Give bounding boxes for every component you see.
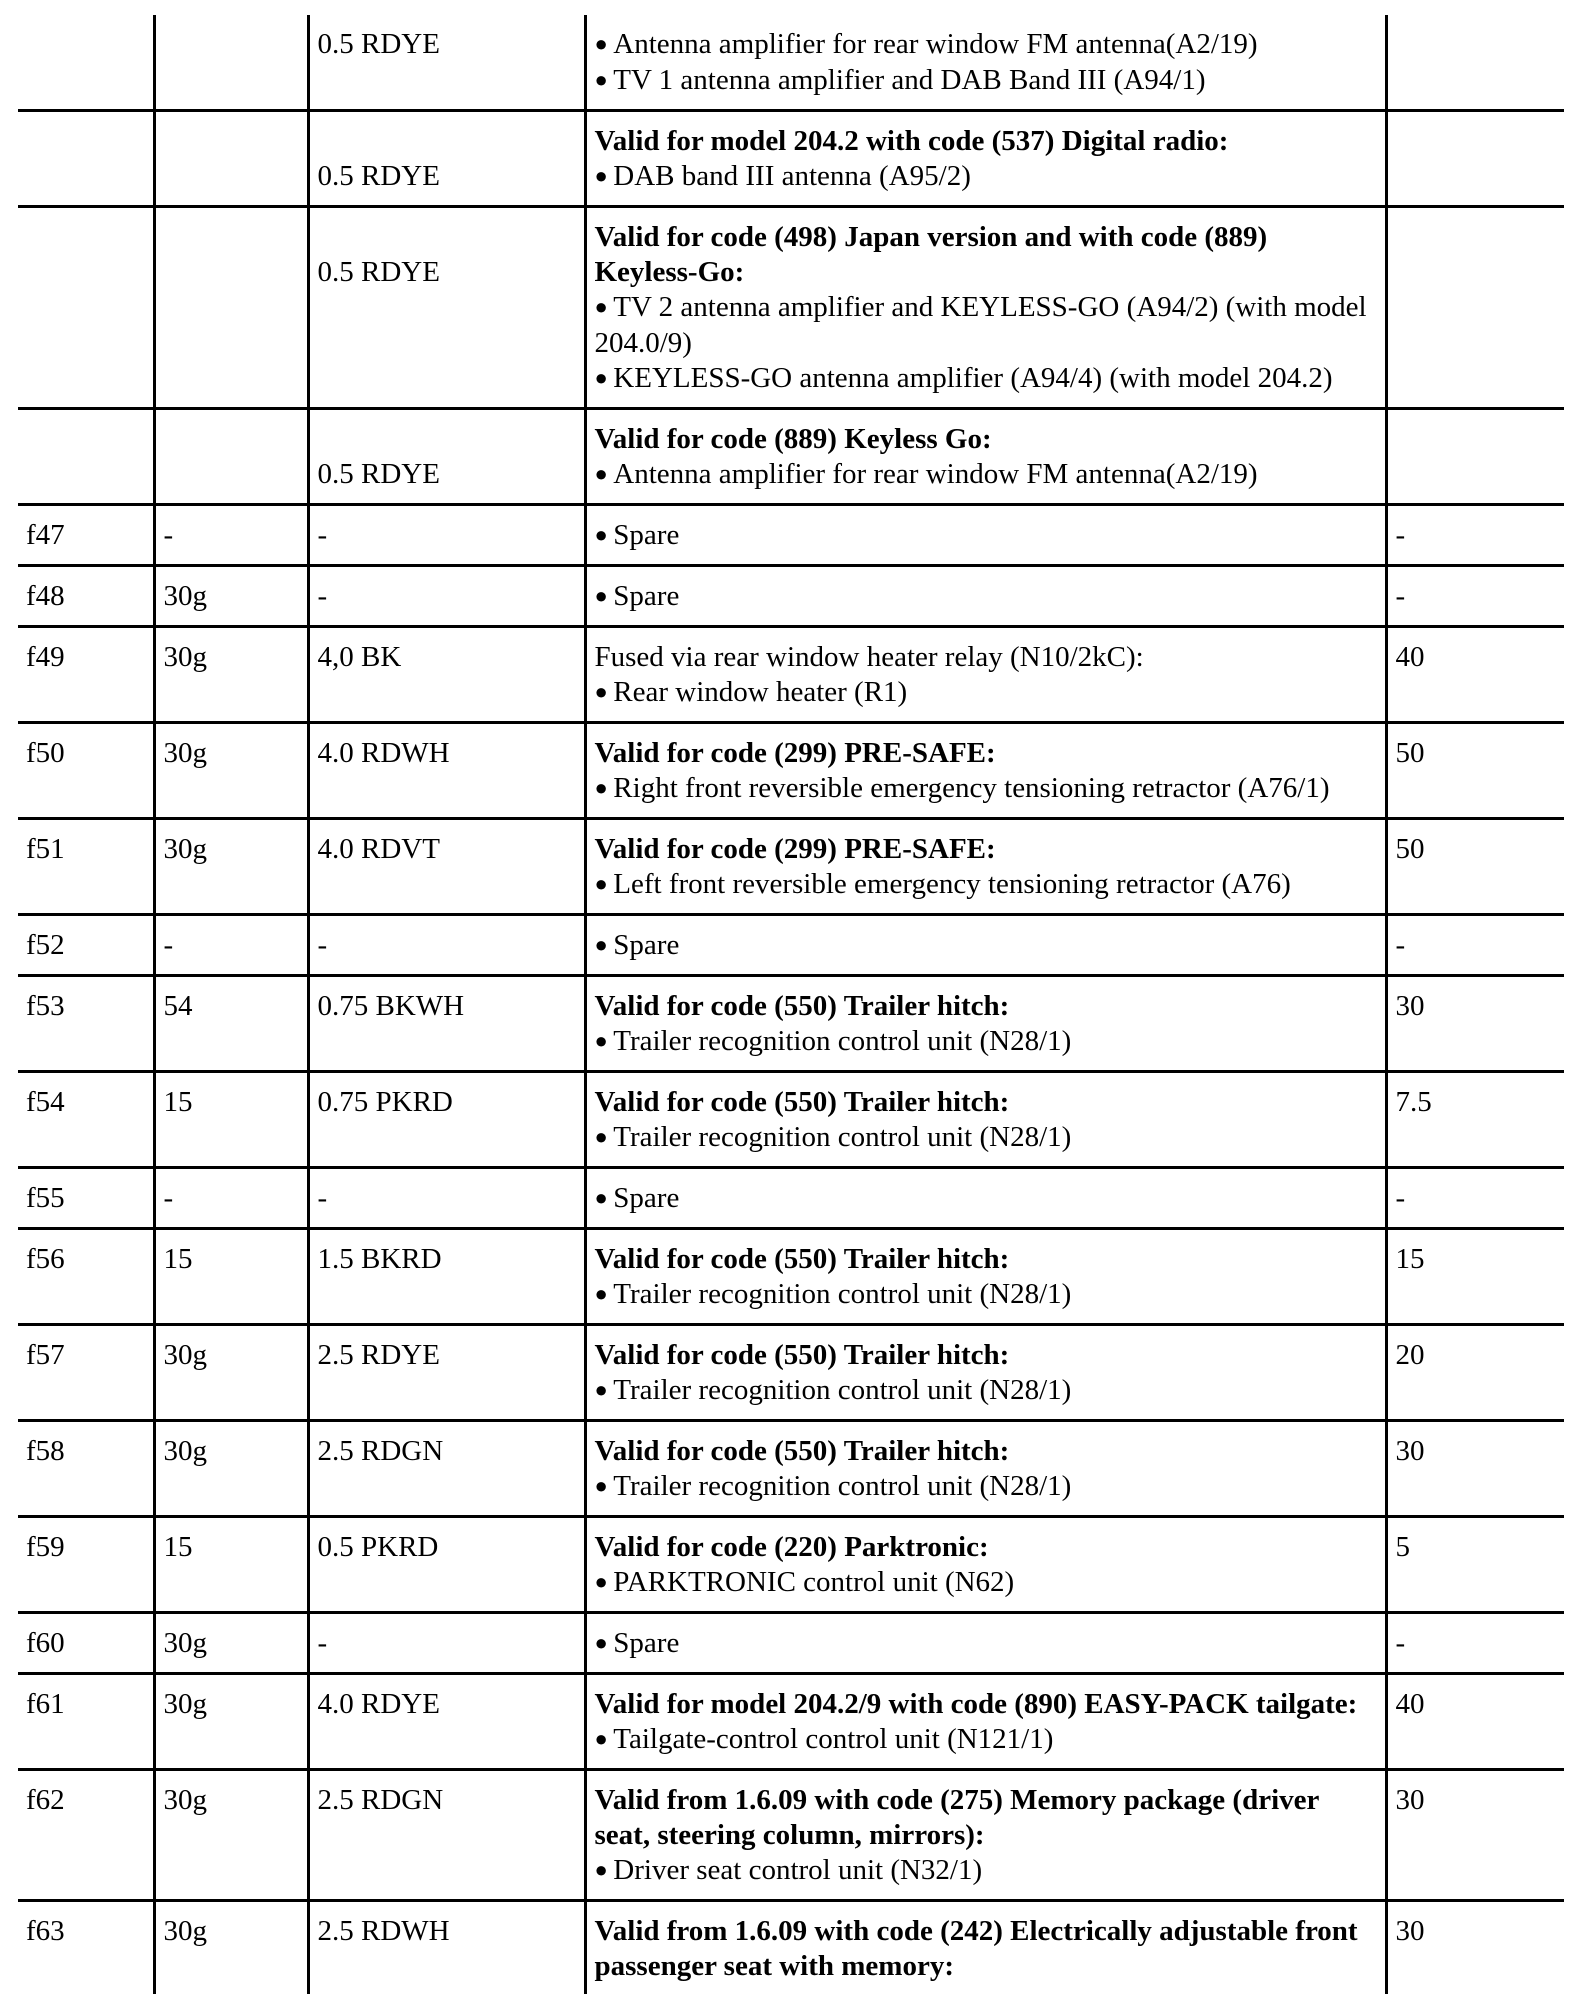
fuse-number-cell [18, 15, 154, 111]
amperage-cell [1386, 1072, 1564, 1168]
table-row [18, 1229, 1564, 1325]
terminal-cell-value: 30g [163, 1435, 207, 1467]
wire-value: 1.5 BKRD [317, 1243, 442, 1275]
wire-cell [308, 1168, 585, 1229]
terminal-cell [154, 1325, 308, 1421]
amperage-cell [1386, 111, 1564, 207]
wire-cell [308, 1613, 585, 1674]
fuse-number-cell [18, 1421, 154, 1517]
validity-heading: Valid for code (889) Keyless Go: [594, 423, 992, 455]
consumer-item: ● Right front reversible emergency tensioning retractor (A76/1) [595, 771, 1377, 807]
function-cell [585, 566, 1386, 627]
table-row [18, 819, 1564, 915]
consumer-item: ● DAB band III antenna (A95/2) [595, 159, 1377, 195]
function-cell [585, 1325, 1386, 1421]
terminal-cell-value: 30g [163, 580, 207, 612]
amperage-cell-value: - [1395, 1182, 1406, 1214]
amperage-cell-value: 40 [1395, 641, 1425, 673]
table-row [18, 915, 1564, 976]
terminal-cell-value: - [163, 1182, 174, 1214]
validity-heading: Valid for code (550) Trailer hitch: [594, 1435, 1010, 1467]
consumer-item: ● Trailer recognition control unit (N28/1) [595, 1469, 1377, 1505]
amperage-cell [1386, 1770, 1564, 1901]
consumer-item: ● TV 2 antenna amplifier and KEYLESS-GO (A94/2) (with model 204.0/9) [595, 290, 1377, 361]
fuse-number-cell [18, 111, 154, 207]
consumer-item: ● Trailer recognition control unit (N28/1) [595, 1120, 1377, 1156]
wire-value: 4.0 RDYE [317, 1688, 440, 1720]
fuse-number-cell-value: f52 [26, 929, 65, 961]
amperage-cell [1386, 1674, 1564, 1770]
wire-cell [308, 915, 585, 976]
amperage-cell-value: - [1395, 1627, 1406, 1659]
table-row [18, 207, 1564, 409]
consumer-item: ● Trailer recognition control unit (N28/1) [595, 1024, 1377, 1060]
terminal-cell [154, 1613, 308, 1674]
wire-cell [308, 976, 585, 1072]
wire-value: 0.5 RDYE [317, 28, 440, 60]
wire-spacer [318, 422, 576, 457]
table-row [18, 976, 1564, 1072]
function-cell [585, 409, 1386, 505]
fuse-number-cell-value: f61 [26, 1688, 65, 1720]
wire-cell [308, 1072, 585, 1168]
fuse-number-cell [18, 1674, 154, 1770]
wire-value: 0.75 BKWH [317, 990, 465, 1022]
amperage-cell-value: 30 [1395, 1915, 1425, 1947]
terminal-cell [154, 1517, 308, 1613]
terminal-cell-value: 15 [163, 1086, 193, 1118]
table-row [18, 1168, 1564, 1229]
consumer-item: ● PARKTRONIC control unit (N62) [595, 1565, 1377, 1601]
validity-heading: Valid for code (220) Parktronic: [594, 1531, 989, 1563]
terminal-cell-value: 15 [163, 1531, 193, 1563]
amperage-cell-value: 30 [1395, 990, 1425, 1022]
consumer-item: ● KEYLESS-GO antenna amplifier (A94/4) (with model 204.2) [595, 361, 1377, 397]
table-row [18, 723, 1564, 819]
validity-heading: Valid for code (550) Trailer hitch: [594, 1243, 1010, 1275]
table-row [18, 566, 1564, 627]
wire-value: 4,0 BK [317, 641, 402, 673]
fuse-number-cell-value: f62 [26, 1784, 65, 1816]
fuse-number-cell [18, 1517, 154, 1613]
amperage-cell [1386, 723, 1564, 819]
function-cell [585, 1421, 1386, 1517]
terminal-cell-value: 30g [163, 1784, 207, 1816]
fuse-number-cell-value: f49 [26, 641, 65, 673]
fuse-number-cell-value: f54 [26, 1086, 65, 1118]
amperage-cell-value: 5 [1395, 1531, 1410, 1563]
wire-value: 2.5 RDGN [317, 1435, 444, 1467]
amperage-cell-value: 20 [1395, 1339, 1425, 1371]
table-row [18, 1770, 1564, 1901]
consumer-item: ● Trailer recognition control unit (N28/1) [595, 1277, 1377, 1313]
validity-heading: Valid for code (550) Trailer hitch: [594, 990, 1010, 1022]
terminal-cell-value: - [163, 929, 174, 961]
amperage-cell [1386, 207, 1564, 409]
fuse-number-cell-value: f63 [26, 1915, 65, 1947]
consumer-item: ● Spare [595, 928, 1377, 964]
fuse-number-cell-value: f48 [26, 580, 65, 612]
wire-cell [308, 1674, 585, 1770]
terminal-cell-value: 30g [163, 1915, 207, 1947]
function-cell [585, 111, 1386, 207]
fuse-number-cell-value: f59 [26, 1531, 65, 1563]
fuse-number-cell-value: f53 [26, 990, 65, 1022]
wire-cell [308, 207, 585, 409]
amperage-cell [1386, 566, 1564, 627]
table-row [18, 1517, 1564, 1613]
terminal-cell-value: 54 [163, 990, 193, 1022]
validity-heading: Valid for code (550) Trailer hitch: [594, 1086, 1010, 1118]
amperage-cell [1386, 409, 1564, 505]
consumer-item: ● TV 1 antenna amplifier and DAB Band III (A94/1) [595, 63, 1377, 99]
function-cell [585, 1674, 1386, 1770]
wire-cell [308, 723, 585, 819]
function-cell [585, 1229, 1386, 1325]
fuse-number-cell [18, 723, 154, 819]
terminal-cell [154, 976, 308, 1072]
validity-heading: Valid for code (550) Trailer hitch: [594, 1339, 1010, 1371]
wire-cell [308, 1421, 585, 1517]
consumer-item: ● Left front reversible emergency tensioning retractor (A76) [595, 867, 1377, 903]
consumer-item: ● Antenna amplifier for rear window FM antenna(A2/19) [595, 27, 1377, 63]
table-row [18, 1325, 1564, 1421]
function-cell [585, 976, 1386, 1072]
amperage-cell-value: 40 [1395, 1688, 1425, 1720]
wire-value: - [317, 580, 328, 612]
wire-cell [308, 409, 585, 505]
amperage-cell [1386, 1325, 1564, 1421]
table-row [18, 1421, 1564, 1517]
terminal-cell-value: 30g [163, 737, 207, 769]
wire-cell [308, 111, 585, 207]
fuse-table [18, 15, 1564, 1994]
function-cell [585, 819, 1386, 915]
wire-value: - [317, 519, 328, 551]
table-row [18, 111, 1564, 207]
fuse-number-cell-value: f57 [26, 1339, 65, 1371]
consumer-item: ● Spare [595, 579, 1377, 615]
wire-value: 2.5 RDGN [317, 1784, 444, 1816]
function-cell [585, 505, 1386, 566]
amperage-cell-value: 15 [1395, 1243, 1425, 1275]
terminal-cell [154, 15, 308, 111]
terminal-cell [154, 111, 308, 207]
wire-spacer [318, 220, 576, 255]
terminal-cell [154, 1168, 308, 1229]
amperage-cell-value: - [1395, 519, 1406, 551]
fuse-number-cell [18, 976, 154, 1072]
terminal-cell [154, 819, 308, 915]
terminal-cell [154, 627, 308, 723]
wire-value: 4.0 RDWH [317, 737, 450, 769]
table-row [18, 1901, 1564, 1995]
validity-heading: Valid for code (299) PRE-SAFE: [594, 737, 996, 769]
consumer-item: ● Spare [595, 518, 1377, 554]
wire-value: 0.5 RDYE [317, 160, 440, 192]
function-cell [585, 1901, 1386, 1995]
amperage-cell-value: 7.5 [1395, 1086, 1432, 1118]
terminal-cell-value: 30g [163, 641, 207, 673]
fuse-number-cell-value: f55 [26, 1182, 65, 1214]
wire-cell [308, 15, 585, 111]
amperage-cell [1386, 819, 1564, 915]
amperage-cell [1386, 915, 1564, 976]
fuse-number-cell-value: f51 [26, 833, 65, 865]
wire-cell [308, 627, 585, 723]
wire-cell [308, 566, 585, 627]
wire-value: - [317, 1182, 328, 1214]
table-row [18, 15, 1564, 111]
terminal-cell [154, 207, 308, 409]
wire-value: 0.75 PKRD [317, 1086, 453, 1118]
amperage-cell-value: 30 [1395, 1435, 1425, 1467]
fuse-number-cell [18, 566, 154, 627]
validity-heading: Valid for model 204.2 with code (537) Digital radio: [594, 125, 1229, 157]
amperage-cell-value: - [1395, 929, 1406, 961]
consumer-item: ● Driver seat control unit (N32/1) [595, 1853, 1377, 1889]
table-row [18, 409, 1564, 505]
fuse-number-cell [18, 1613, 154, 1674]
consumer-item: ● Tailgate-control control unit (N121/1) [595, 1722, 1377, 1758]
consumer-item: ● Spare [595, 1181, 1377, 1217]
function-cell [585, 915, 1386, 976]
consumer-item: ● Antenna amplifier for rear window FM antenna(A2/19) [595, 457, 1377, 493]
validity-heading: Valid for code (299) PRE-SAFE: [594, 833, 996, 865]
function-cell [585, 1770, 1386, 1901]
wire-cell [308, 505, 585, 566]
wire-spacer [318, 124, 576, 159]
fuse-number-cell [18, 627, 154, 723]
wire-value: - [317, 1627, 328, 1659]
terminal-cell [154, 1421, 308, 1517]
terminal-cell [154, 1674, 308, 1770]
validity-heading: Valid from 1.6.09 with code (242) Electrically adjustable front passenger seat with memory: [594, 1915, 1358, 1982]
wire-cell [308, 1517, 585, 1613]
fuse-number-cell-value: f60 [26, 1627, 65, 1659]
amperage-cell-value: 30 [1395, 1784, 1425, 1816]
function-cell [585, 1072, 1386, 1168]
fuse-number-cell [18, 1072, 154, 1168]
wire-value: 4.0 RDVT [317, 833, 440, 865]
terminal-cell [154, 723, 308, 819]
terminal-cell [154, 566, 308, 627]
wire-cell [308, 1901, 585, 1995]
terminal-cell [154, 505, 308, 566]
terminal-cell-value: 30g [163, 1339, 207, 1371]
terminal-cell [154, 1229, 308, 1325]
table-row [18, 1613, 1564, 1674]
fuse-number-cell [18, 1229, 154, 1325]
fuse-number-cell [18, 1901, 154, 1995]
terminal-cell [154, 915, 308, 976]
fuse-number-cell-value: f50 [26, 737, 65, 769]
function-cell [585, 1613, 1386, 1674]
wire-cell [308, 1229, 585, 1325]
function-cell [585, 627, 1386, 723]
consumer-item: ● Spare [595, 1626, 1377, 1662]
wire-value: 2.5 RDWH [317, 1915, 450, 1947]
amperage-cell [1386, 1421, 1564, 1517]
terminal-cell [154, 1901, 308, 1995]
validity-heading: Valid from 1.6.09 with code (275) Memory package (driver seat, steering column, mirrors): [594, 1784, 1319, 1851]
fuse-number-cell [18, 1325, 154, 1421]
amperage-cell-value: - [1395, 580, 1406, 612]
function-cell [585, 1517, 1386, 1613]
amperage-cell-value: 50 [1395, 833, 1425, 865]
amperage-cell [1386, 1168, 1564, 1229]
fuse-number-cell [18, 915, 154, 976]
terminal-cell-value: 30g [163, 1688, 207, 1720]
wire-value: 2.5 RDYE [317, 1339, 440, 1371]
wire-cell [308, 819, 585, 915]
table-row [18, 505, 1564, 566]
validity-heading: Valid for model 204.2/9 with code (890) EASY-PACK tailgate: [594, 1688, 1358, 1720]
table-row [18, 627, 1564, 723]
fuse-number-cell [18, 207, 154, 409]
validity-heading: Valid for code (498) Japan version and with code (889) Keyless-Go: [594, 221, 1268, 288]
table-row [18, 1674, 1564, 1770]
amperage-cell [1386, 1901, 1564, 1995]
wire-cell [308, 1770, 585, 1901]
amperage-cell [1386, 976, 1564, 1072]
wire-value: 0.5 RDYE [317, 256, 440, 288]
fuse-number-cell [18, 819, 154, 915]
amperage-cell [1386, 1613, 1564, 1674]
terminal-cell-value: 30g [163, 1627, 207, 1659]
table-row [18, 1072, 1564, 1168]
fuse-table-body [18, 15, 1564, 1994]
fuse-number-cell [18, 1770, 154, 1901]
fuse-number-cell-value: f56 [26, 1243, 65, 1275]
amperage-cell [1386, 1517, 1564, 1613]
wire-cell [308, 1325, 585, 1421]
fuse-number-cell [18, 505, 154, 566]
amperage-cell [1386, 15, 1564, 111]
function-note: Fused via rear window heater relay (N10/2kC): [594, 641, 1144, 673]
fuse-number-cell [18, 409, 154, 505]
terminal-cell-value: - [163, 519, 174, 551]
function-cell [585, 15, 1386, 111]
consumer-item: ● Trailer recognition control unit (N28/1) [595, 1373, 1377, 1409]
terminal-cell-value: 30g [163, 833, 207, 865]
terminal-cell [154, 1072, 308, 1168]
terminal-cell-value: 15 [163, 1243, 193, 1275]
amperage-cell [1386, 627, 1564, 723]
fuse-number-cell-value: f58 [26, 1435, 65, 1467]
wire-value: 0.5 PKRD [317, 1531, 439, 1563]
consumer-item: ● Rear window heater (R1) [595, 675, 1377, 711]
wire-value: - [317, 929, 328, 961]
terminal-cell [154, 1770, 308, 1901]
amperage-cell [1386, 1229, 1564, 1325]
amperage-cell [1386, 505, 1564, 566]
fuse-number-cell [18, 1168, 154, 1229]
function-cell [585, 207, 1386, 409]
fuse-number-cell-value: f47 [26, 519, 65, 551]
function-cell [585, 723, 1386, 819]
function-cell [585, 1168, 1386, 1229]
wire-value: 0.5 RDYE [317, 458, 440, 490]
amperage-cell-value: 50 [1395, 737, 1425, 769]
terminal-cell [154, 409, 308, 505]
